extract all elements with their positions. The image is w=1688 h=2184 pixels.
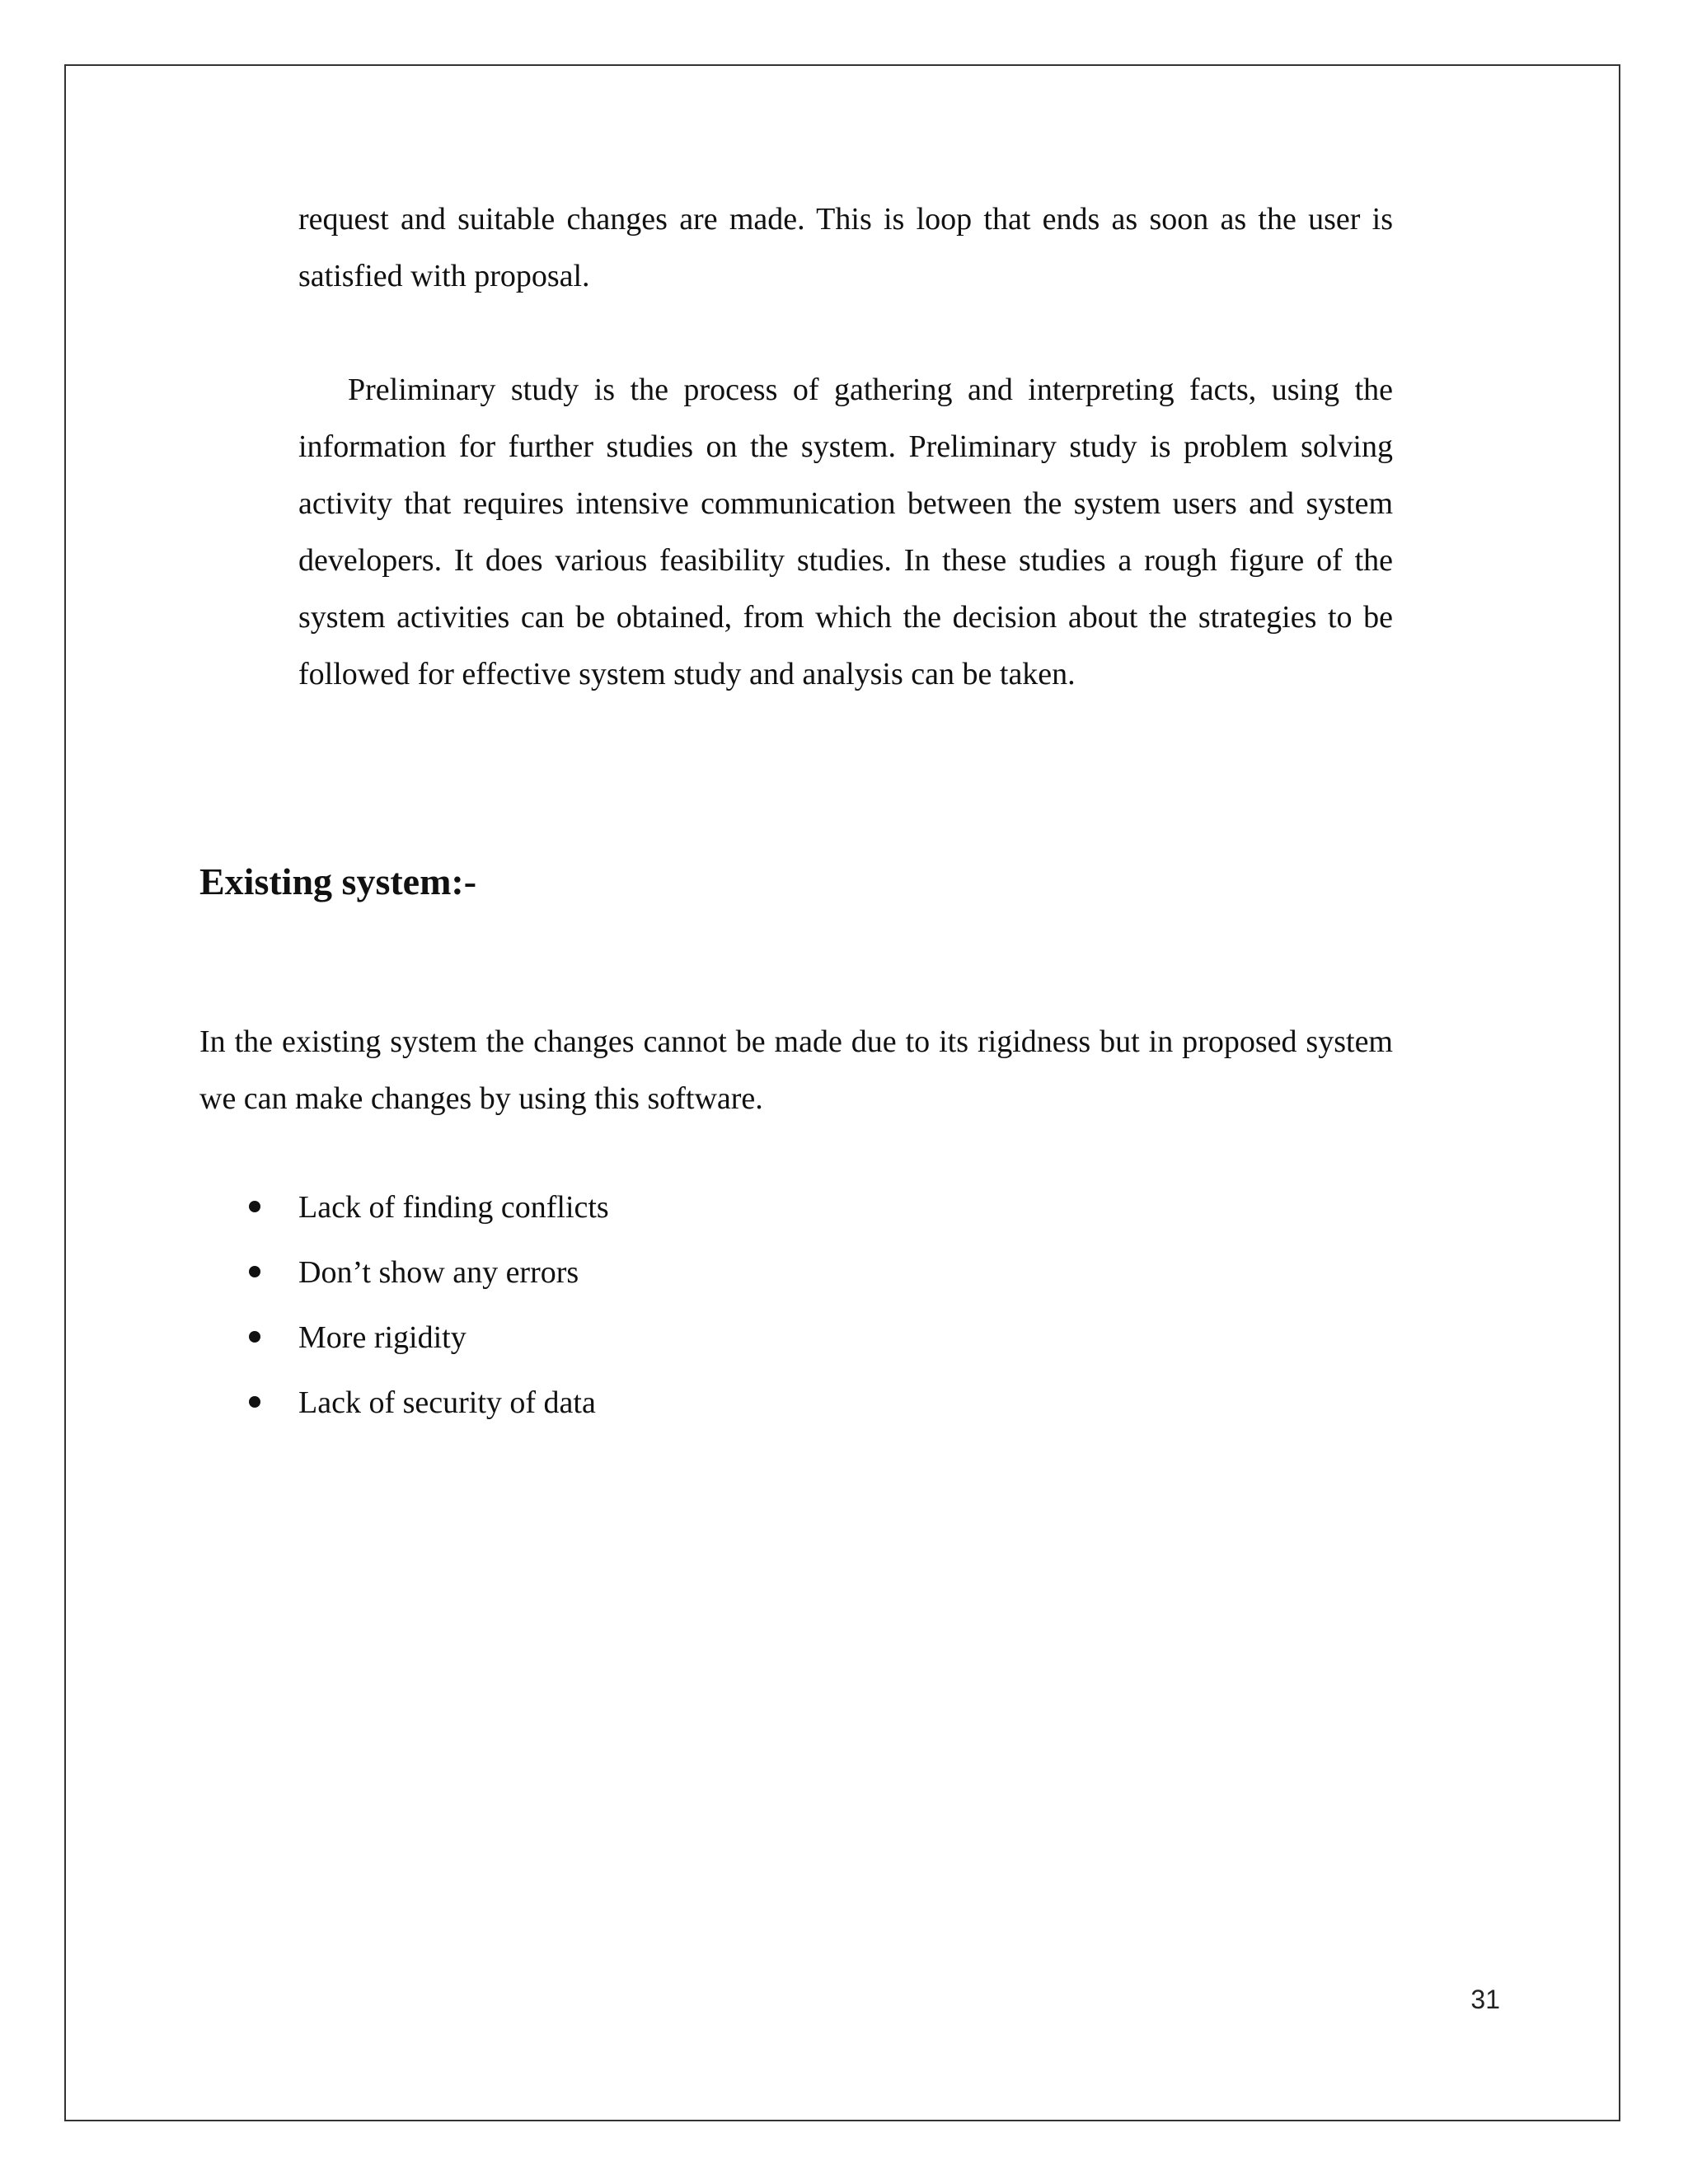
section-heading: Existing system:- <box>199 860 477 902</box>
list-item <box>199 1380 1393 1446</box>
list-item <box>199 1315 1393 1380</box>
preliminary-study-paragraph: Preliminary study is the process of gathering and interpreting facts, using the information for further studies on the system. Preliminary study is problem solving activity that requires intensive communication between the system users and system developers. It does various feasibility studies. In these studies a rough figure of the system activities can be obtained, from which the decision about the strategies to be followed for effective system study and analysis can be taken. <box>298 373 1393 691</box>
list-item <box>199 1250 1393 1315</box>
bullet-icon <box>249 1396 260 1408</box>
bullet-icon <box>249 1266 260 1277</box>
bullet-list <box>199 1185 1393 1446</box>
page-number: 31 <box>1470 1985 1500 2014</box>
existing-system-paragraph: In the existing system the changes cannot be made due to its rigidness but in proposed system we can make changes by using this software. <box>199 1024 1393 1116</box>
list-item-text: Don’t show any errors <box>298 1255 579 1290</box>
continuation-paragraph: request and suitable changes are made. This is loop that ends as soon as the user is satisfied with proposal. <box>298 202 1393 293</box>
bullet-icon <box>249 1331 260 1343</box>
list-item-text: More rigidity <box>298 1320 467 1355</box>
list-item-text: Lack of security of data <box>298 1385 596 1420</box>
bullet-icon <box>249 1201 260 1212</box>
list-item-text: Lack of finding conflicts <box>298 1190 609 1225</box>
list-item <box>199 1185 1393 1250</box>
